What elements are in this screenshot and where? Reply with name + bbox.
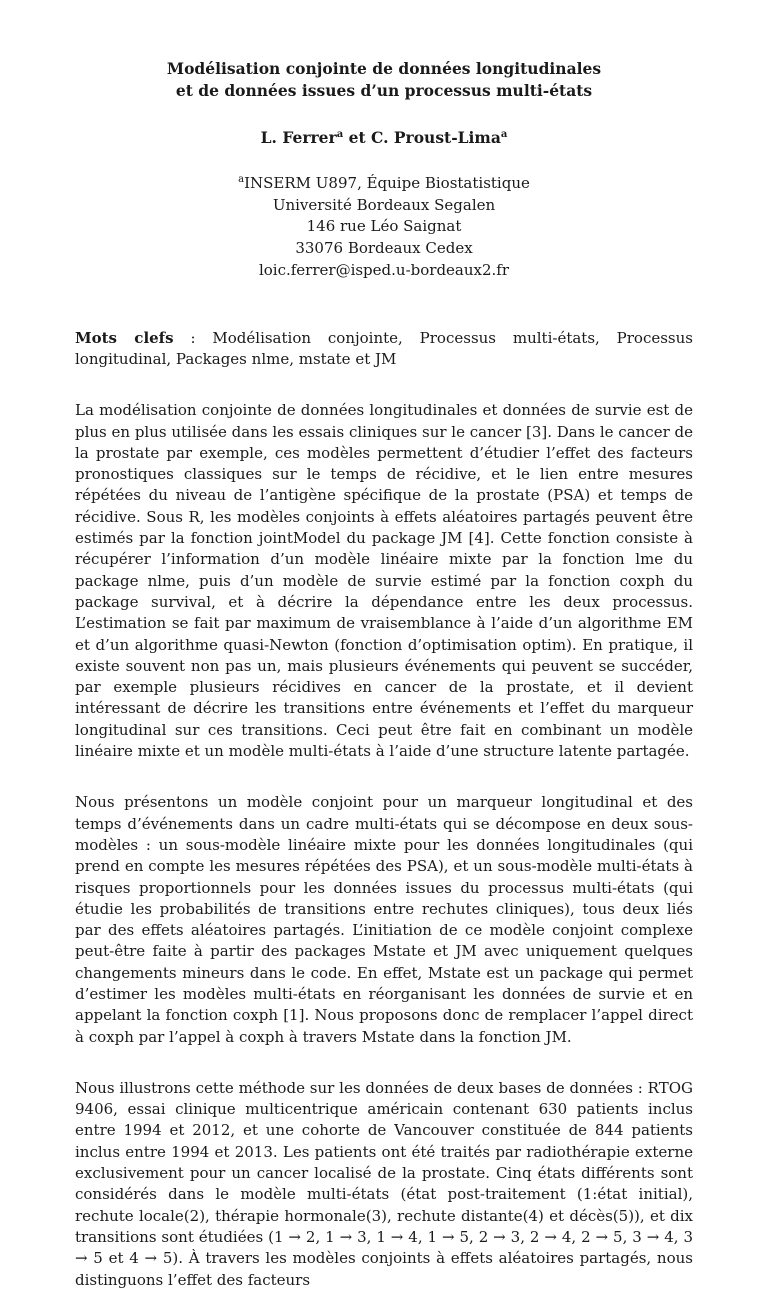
- abstract-paragraph-1: La modélisation conjointe de données longitudinales et données de survie est de plus en plus utilisée dans les essais cliniques sur le cancer [3]. Dans le cancer de la prostate par exemple, ces modèles permettent d’étudier l’effet des facteurs pronostiques classiques sur le temps de récidive, et le lien entre mesures répétées du niveau de l’antigène spécifique de la prostate (PSA) et temps de récidive. Sous R, les modèles conjoints à effets aléatoires partagés peuvent être estimés par la fonction jointModel du package JM [4]. Cette fonction consiste à récupérer l’information d’un modèle linéaire mixte par la fonction lme du package nlme, puis d’un modèle de survie estimé par la fonction coxph du package survival, et à décrire la dépendance entre les deux processus. L’estimation se fait par maximum de vraisemblance à l’aide d’un algorithme EM et d’un algorithme quasi-Newton (fonction d’optimisation optim). En pratique, il existe souvent non pas un, mais plusieurs événements qui peuvent se succéder, par exemple plusieurs récidives en cancer de la prostate, et il devient intéressant de décrire les transitions entre événements et l’effet du marqueur longitudinal sur ces transitions. Ceci peut être fait en combinant un modèle linéaire mixte et un modèle multi-états à l’aide d’une structure latente partagée.: [75, 401, 693, 761]
- keywords-block: [75, 328, 693, 371]
- abstract-paragraph-2: Nous présentons un modèle conjoint pour un marqueur longitudinal et des temps d’événements dans un cadre multi-états qui se décompose en deux sous-modèles : un sous-modèle linéaire mixte pour les données longitudinales (qui prend en compte les mesures répétées des PSA), et un sous-modèle multi-états à risques proportionnels pour les données issues du processus multi-états (qui étudie les probabilités de transitions entre rechutes cliniques), tous deux liés par des effets aléatoires partagés. L’initiation de ce modèle conjoint complexe peut-être faite à partir des packages Mstate et JM avec uniquement quelques changements mineurs dans le code. En effet, Mstate est un package qui permet d’estimer les modèles multi-états en réorganisant les données de survie et en appelant la fonction coxph [1]. Nous proposons donc de remplacer l’appel direct à coxph par l’appel à coxph à travers Mstate dans la fonction JM.: [75, 793, 693, 1046]
- affiliation-line1: [75, 173, 693, 195]
- affiliation-line3: 146 rue Léo Saignat: [306, 217, 462, 236]
- keywords-text: : Modélisation conjointe, Processus multi-états, Processus longitudinal, Packages nlme, mstate et JM: [75, 328, 693, 368]
- author-1-affiliation-mark: a: [336, 128, 344, 140]
- abstract-paragraph-3: Nous illustrons cette méthode sur les données de deux bases de données : RTOG 9406, essai clinique multicentrique américain contenant 630 patients inclus entre 1994 et 2012, et une cohorte de Vancouver constituée de 844 patients inclus entre 1994 et 2013. Les patients ont été traités par radiothérapie externe exclusivement pour un cancer localisé de la prostate. Cinq états différents sont considérés dans le modèle multi-états (état post-traitement (1:état initial), rechute locale(2), thérapie hormonale(3), rechute distante(4) et décès(5)), et dix transitions sont étudiées (1 → 2, 1 → 3, 1 → 4, 1 → 5, 2 → 3, 2 → 4, 2 → 5, 3 → 4, 3 → 5 et 4 → 5). À travers les modèles conjoints à effets aléatoires partagés, nous distinguons l’effet des facteurs: [75, 1078, 693, 1289]
- author-separator: et: [343, 127, 372, 147]
- affiliation-block: [75, 173, 693, 282]
- affiliation-line4: 33076 Bordeaux Cedex: [295, 239, 473, 258]
- paper-title-line2: et de données issues d’un processus multi-états: [175, 81, 593, 101]
- paper-title-line1: Modélisation conjointe de données longitudinales: [166, 59, 602, 78]
- paper-title: [75, 58, 693, 103]
- affiliation-line2: Université Bordeaux Segalen: [272, 195, 496, 214]
- author-2: C. Proust-Lima: [371, 127, 501, 147]
- author-1: L. Ferrer: [260, 127, 337, 147]
- contact-email: loic.ferrer@isped.u-bordeaux2.fr: [258, 260, 510, 279]
- keywords-label: Mots clefs: [75, 328, 174, 347]
- affiliation-mark: a: [238, 173, 245, 185]
- author-2-affiliation-mark: a: [500, 128, 508, 140]
- author-line: [75, 127, 693, 149]
- affiliation-institute: INSERM U897, Équipe Biostatistique: [244, 173, 530, 192]
